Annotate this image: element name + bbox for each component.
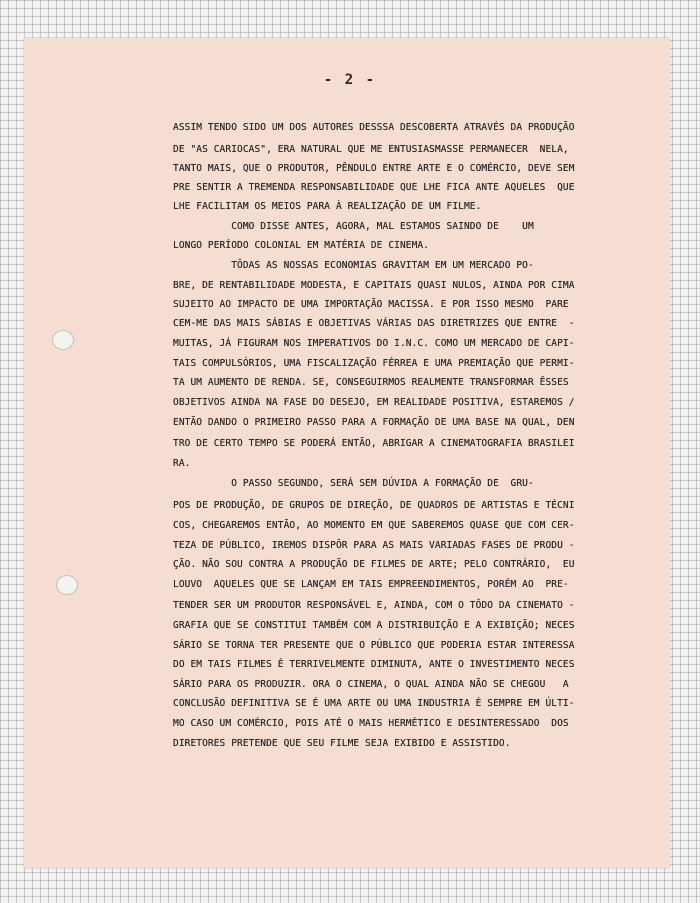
text-line: TANTO MAIS, QUE O PRODUTOR, PÊNDULO ENTRE ARTE E O COMÉRCIO, DEVE SEM xyxy=(173,163,575,174)
text-line: COS, CHEGAREMOS ENTÃO, AO MOMENTO EM QUE SABEREMOS QUASE QUE COM CER- xyxy=(173,520,575,531)
text-line: MO CASO UM COMÉRCIO, POIS ATÉ O MAIS HERMÉTICO E DESINTERESSADO DOS xyxy=(173,718,569,729)
text-line: ASSIM TENDO SIDO UM DOS AUTORES DESSSA DESCOBERTA ATRAVÉS DA PRODUÇÃO xyxy=(173,122,575,133)
text-line: BRE, DE RENTABILIDADE MODESTA, E CAPITAIS QUASI NULOS, AINDA POR CIMA xyxy=(173,280,575,291)
text-line: DIRETORES PRETENDE QUE SEU FILME SEJA EXIBIDO E ASSISTIDO. xyxy=(173,738,511,749)
text-line: COMO DISSE ANTES, AGORA, MAL ESTAMOS SAINDO DE UM xyxy=(173,221,534,232)
text-line: TAIS COMPULSÓRIOS, UMA FISCALIZAÇÃO FÉRREA E UMA PREMIAÇÃO QUE PERMI- xyxy=(173,358,575,369)
punch-hole-bottom xyxy=(56,575,78,595)
text-line: SUJEITO AO IMPACTO DE UMA IMPORTAÇÃO MACISSA. E POR ISSO MESMO PARE xyxy=(173,299,569,310)
page-number: - 2 - xyxy=(323,72,377,88)
text-line: TRO DE CERTO TEMPO SE PODERÁ ENTÃO, ABRIGAR A CINEMATOGRAFIA BRASILEI xyxy=(173,438,575,449)
text-line: SÁRIO PARA OS PRODUZIR. ORA O CINEMA, O QUAL AINDA NÃO SE CHEGOU A xyxy=(173,679,569,690)
text-line: LOUVO AQUELES QUE SE LANÇAM EM TAIS EMPREENDIMENTOS, PORÉM AO PRE- xyxy=(173,579,569,590)
text-line: DE "AS CARIOCAS", ERA NATURAL QUE ME ENTUSIASMASSE PERMANECER NELA, xyxy=(173,144,569,155)
text-line: ÇÃO. NÃO SOU CONTRA A PRODUÇÃO DE FILMES DE ARTE; PELO CONTRÁRIO, EU xyxy=(173,559,575,570)
text-line: TENDER SER UM PRODUTOR RESPONSÁVEL E, AINDA, COM O TÔDO DA CINEMATO - xyxy=(173,600,575,611)
text-line: CEM-ME DAS MAIS SÁBIAS E OBJETIVAS VÁRIAS DAS DIRETRIZES QUE ENTRE - xyxy=(173,318,575,329)
text-line: POS DE PRODUÇÃO, DE GRUPOS DE DIREÇÃO, DE QUADROS DE ARTISTAS E TÉCNI xyxy=(173,500,575,511)
text-line: GRAFIA QUE SE CONSTITUI TAMBÉM COM A DISTRIBUIÇÃO E A EXIBIÇÃO; NECES xyxy=(173,620,575,631)
text-line: OBJETIVOS AINDA NA FASE DO DESEJO, EM REALIDADE POSITIVA, ESTAREMOS / xyxy=(173,397,575,408)
text-line: O PASSO SEGUNDO, SERÁ SEM DÚVIDA A FORMAÇÃO DE GRU- xyxy=(173,478,534,489)
text-line: TA UM AUMENTO DE RENDA. SE, CONSEGUIRMOS REALMENTE TRANSFORMAR ÊSSES xyxy=(173,377,569,388)
text-line: ENTÃO DANDO O PRIMEIRO PASSO PARA A FORMAÇÃO DE UMA BASE NA QUAL, DEN xyxy=(173,417,575,428)
text-line: PRE SENTIR A TREMENDA RESPONSABILIDADE QUE LHE FICA ANTE AQUELES QUE xyxy=(173,182,575,193)
text-line: CONCLUSÃO DEFINITIVA SE É UMA ARTE OU UMA INDUSTRIA É SEMPRE EM ÚLTI- xyxy=(173,698,575,709)
text-line: MUITAS, JÁ FIGURAM NOS IMPERATIVOS DO I.N.C. COMO UM MERCADO DE CAPI- xyxy=(173,338,575,349)
text-line: SÁRIO SE TORNA TER PRESENTE QUE O PÚBLICO QUE PODERIA ESTAR INTERESSA xyxy=(173,640,575,651)
text-line: LHE FACILITAM OS MEIOS PARA À REALIZAÇÃO DE UM FILME. xyxy=(173,201,482,212)
text-line: LONGO PERÍODO COLONIAL EM MATÉRIA DE CINEMA. xyxy=(173,240,430,251)
punch-hole-top xyxy=(52,330,74,350)
text-line: TEZA DE PÚBLICO, IREMOS DISPÔR PARA AS MAIS VARIADAS FASES DE PRODU - xyxy=(173,540,575,551)
text-line: RA. xyxy=(173,458,191,469)
text-line: TÔDAS AS NOSSAS ECONOMIAS GRAVITAM EM UM MERCADO PO- xyxy=(173,260,534,271)
text-line: DO EM TAIS FILMES É TERRIVELMENTE DIMINUTA, ANTE O INVESTIMENTO NECES xyxy=(173,659,575,670)
